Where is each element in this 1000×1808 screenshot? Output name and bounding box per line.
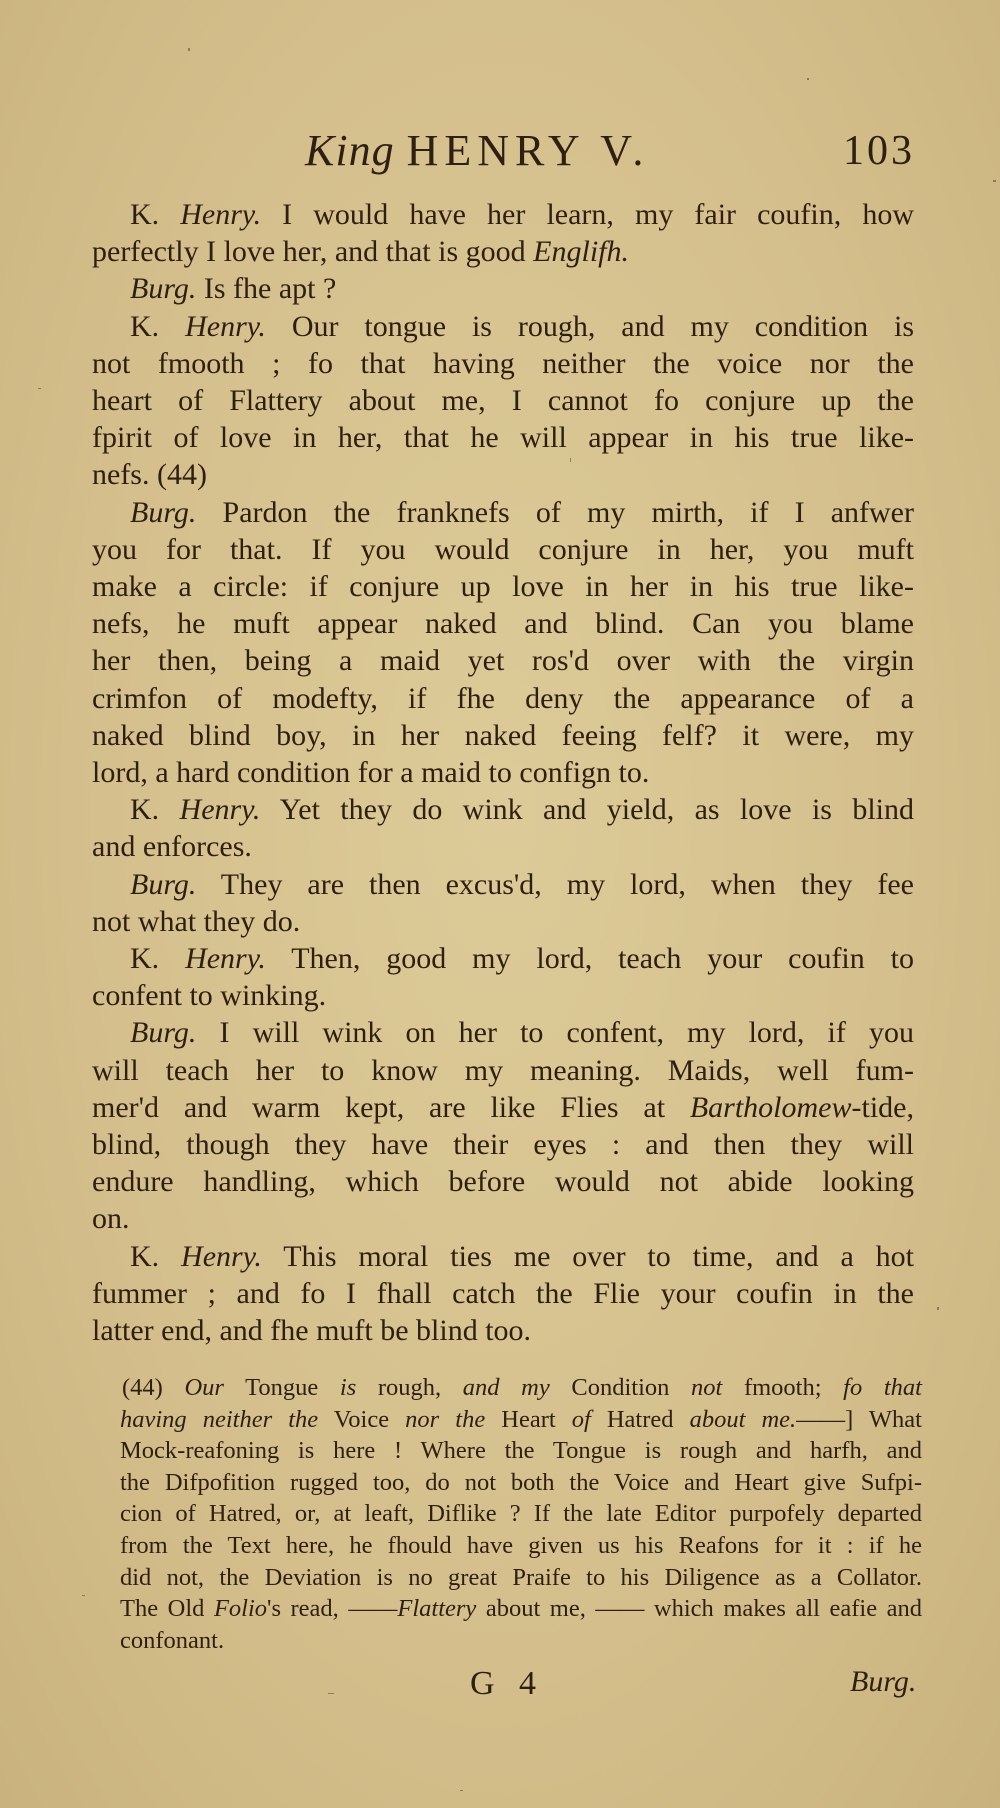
line-text: Our tongue is rough, and my condition is	[265, 309, 914, 343]
footnote-italic: nor the	[405, 1405, 486, 1433]
line-text: not what they do.	[92, 904, 301, 938]
line-text: I will wink on her to confent, my lord, if you	[196, 1016, 914, 1050]
line-text: will teach her to know my meaning. Maids, well fum-	[92, 1053, 914, 1087]
footnote-italic: and my	[462, 1374, 550, 1401]
footnote-text: 's read, ——	[267, 1595, 398, 1623]
speaker-name: Henry.	[181, 1239, 262, 1273]
footnote-italic: having neither the	[120, 1405, 319, 1433]
speaker-name: Burg.	[130, 272, 197, 306]
speaker-name: Henry.	[179, 793, 261, 827]
text-line	[92, 308, 914, 345]
footnote-text: Hatred	[590, 1405, 690, 1433]
speaker-name: Burg.	[130, 1016, 197, 1050]
line-text: fpirit of love in her, that he will appear in his true like-	[92, 421, 914, 455]
footnote-text: about me, —— which makes all eafie and	[476, 1595, 923, 1623]
text-line	[92, 717, 914, 754]
text-line	[92, 382, 914, 419]
scan-speck	[188, 48, 190, 51]
text-line	[92, 1238, 914, 1275]
signature-mark: G 4	[470, 1665, 545, 1702]
play-text	[92, 196, 914, 1349]
line-text: on.	[92, 1202, 130, 1236]
footnote-text: Heart	[485, 1405, 572, 1433]
text-line	[92, 531, 914, 568]
footnote-line	[120, 1593, 922, 1625]
speaker-prefix: K.	[130, 1239, 160, 1273]
footnote-line	[120, 1498, 922, 1530]
footnote-text: cion of Hatred, or, at leaft, Diflike ? If the late Editor purpofely departed	[120, 1500, 922, 1528]
speaker-prefix: K.	[130, 309, 160, 343]
footnote-text: from the Text here, he fhould have given us his Reafons for it : if he	[120, 1531, 922, 1559]
speaker-prefix: K.	[130, 942, 160, 976]
footnote-italic: Our	[184, 1374, 224, 1401]
footnote-line	[120, 1625, 922, 1657]
speaker-prefix: K.	[130, 198, 160, 231]
footnote-italic: Folio	[213, 1595, 268, 1623]
line-text: They are then excus'd, my lord, when they fee	[196, 867, 914, 901]
page-header	[305, 125, 915, 195]
line-text: mer'd and warm kept, are like Flies at	[92, 1090, 690, 1124]
line-text: not fmooth ; fo that having neither the voice nor the	[92, 346, 914, 380]
running-title	[305, 125, 649, 176]
line-text: lord, a hard condition for a maid to confign to.	[92, 756, 650, 790]
footnote-text: fmooth;	[722, 1374, 844, 1401]
footnote-text: (44)	[122, 1374, 185, 1401]
text-line	[92, 1163, 914, 1200]
line-text: Is fhe apt ?	[196, 272, 337, 306]
scan-speck	[807, 78, 809, 80]
footnote-italic: not	[691, 1374, 723, 1401]
speaker-name: Burg.	[130, 495, 197, 529]
line-text: -tide,	[851, 1090, 914, 1124]
text-line	[92, 605, 914, 642]
line-text: Then, good my lord, teach your coufin to	[265, 942, 914, 976]
footnote-text: The Old	[120, 1595, 214, 1623]
line-text: I would have her learn, my fair coufin, how	[261, 198, 915, 231]
text-line	[92, 791, 914, 828]
text-line	[92, 456, 914, 493]
speaker-name: Henry.	[185, 309, 266, 343]
footnote-line	[120, 1372, 922, 1404]
speaker-prefix: K.	[130, 793, 160, 827]
text-line	[92, 977, 914, 1014]
text-line	[92, 568, 914, 605]
footnote-line	[120, 1562, 922, 1594]
scan-speck	[328, 1693, 334, 1694]
text-line	[92, 642, 914, 679]
running-title-henry: HENRY V.	[406, 126, 650, 175]
page-number: 103	[843, 128, 915, 174]
footnote-line	[120, 1467, 922, 1499]
scan-speck	[460, 1790, 463, 1791]
line-text: latter end, and fhe muft be blind too.	[92, 1314, 532, 1348]
text-line	[92, 1126, 914, 1163]
italic-word: Englifh.	[533, 235, 629, 269]
text-line	[92, 233, 914, 270]
footnote-text: ——] What	[796, 1405, 922, 1433]
text-line	[92, 754, 914, 791]
text-line	[92, 1089, 914, 1126]
text-line	[92, 866, 914, 903]
line-text: and enforces.	[92, 830, 252, 864]
text-line	[92, 680, 914, 717]
line-text: blind, though they have their eyes : and then they will	[92, 1128, 914, 1162]
text-line	[92, 345, 914, 382]
line-text: make a circle: if conjure up love in her in his true like-	[92, 570, 914, 604]
text-line	[92, 419, 914, 456]
footnote-italic: of	[571, 1405, 591, 1433]
text-line	[92, 270, 914, 307]
scan-speck	[38, 388, 41, 389]
line-text: fummer ; and fo I fhall catch the Flie your coufin in the	[92, 1276, 914, 1310]
text-line	[92, 1275, 914, 1312]
line-text: you for that. If you would conjure in her, you muft	[92, 532, 914, 566]
text-line	[92, 494, 914, 531]
speaker-name: Henry.	[180, 198, 262, 231]
line-text: her then, being a maid yet ros'd over with the virgin	[92, 644, 914, 678]
footnote-text: confonant.	[120, 1626, 225, 1654]
footnote-text: the Difpofition rugged too, do not both the Voice and Heart give Sufpi-	[120, 1468, 922, 1496]
footnote-line	[120, 1404, 922, 1436]
scan-speck	[570, 458, 571, 462]
footnote-italic: fo that	[843, 1374, 922, 1401]
text-line	[92, 903, 914, 940]
line-text: perfectly I love her, and that is good	[92, 235, 534, 269]
line-text: crimfon of modefty, if fhe deny the appearance of a	[92, 681, 914, 715]
footnote-text: Tongue	[223, 1374, 340, 1401]
speaker-name: Henry.	[185, 942, 266, 976]
line-text: heart of Flattery about me, I cannot fo conjure up the	[92, 384, 914, 418]
scan-speck	[993, 180, 996, 182]
footnote-italic: is	[339, 1374, 357, 1401]
line-text: This moral ties me over to time, and a hot	[261, 1239, 915, 1273]
footnote-text: Mock-reafoning is here ! Where the Tongue is rough and harfh, and	[120, 1437, 922, 1465]
line-text: confent to winking.	[92, 979, 327, 1013]
footnote-text: Voice	[318, 1405, 406, 1433]
line-text: Yet they do wink and yield, as love is blind	[260, 793, 914, 827]
speaker-name: Burg.	[130, 867, 197, 901]
text-line	[92, 1014, 914, 1051]
footnote-line	[120, 1435, 922, 1467]
scan-speck	[82, 1595, 85, 1596]
footnote-text: rough,	[356, 1374, 463, 1401]
line-text: nefs. (44)	[92, 458, 207, 492]
catchword: Burg.	[850, 1665, 917, 1698]
footnote-text: did not, the Deviation is no great Praife to his Diligence as a Collator.	[120, 1563, 922, 1591]
footnote-italic: Flattery	[397, 1595, 477, 1623]
italic-word: Bartholomew	[689, 1090, 852, 1124]
footnote-44	[120, 1372, 922, 1656]
footnote-italic: about me.	[689, 1405, 797, 1433]
line-text: naked blind boy, in her naked feeing felf? it were, my	[92, 718, 914, 752]
text-line	[92, 1200, 914, 1237]
text-line	[92, 1052, 914, 1089]
text-line	[92, 196, 914, 233]
scan-speck	[937, 1307, 939, 1310]
text-line	[92, 940, 914, 977]
footnote-line	[120, 1530, 922, 1562]
line-text: Pardon the franknefs of my mirth, if I anfwer	[196, 495, 914, 529]
text-line	[92, 1312, 914, 1349]
text-line	[92, 828, 914, 865]
running-title-king: King	[305, 126, 395, 175]
line-text: endure handling, which before would not abide looking	[92, 1165, 914, 1199]
footnote-text: Condition	[549, 1374, 692, 1401]
line-text: nefs, he muft appear naked and blind. Can you blame	[92, 607, 914, 641]
